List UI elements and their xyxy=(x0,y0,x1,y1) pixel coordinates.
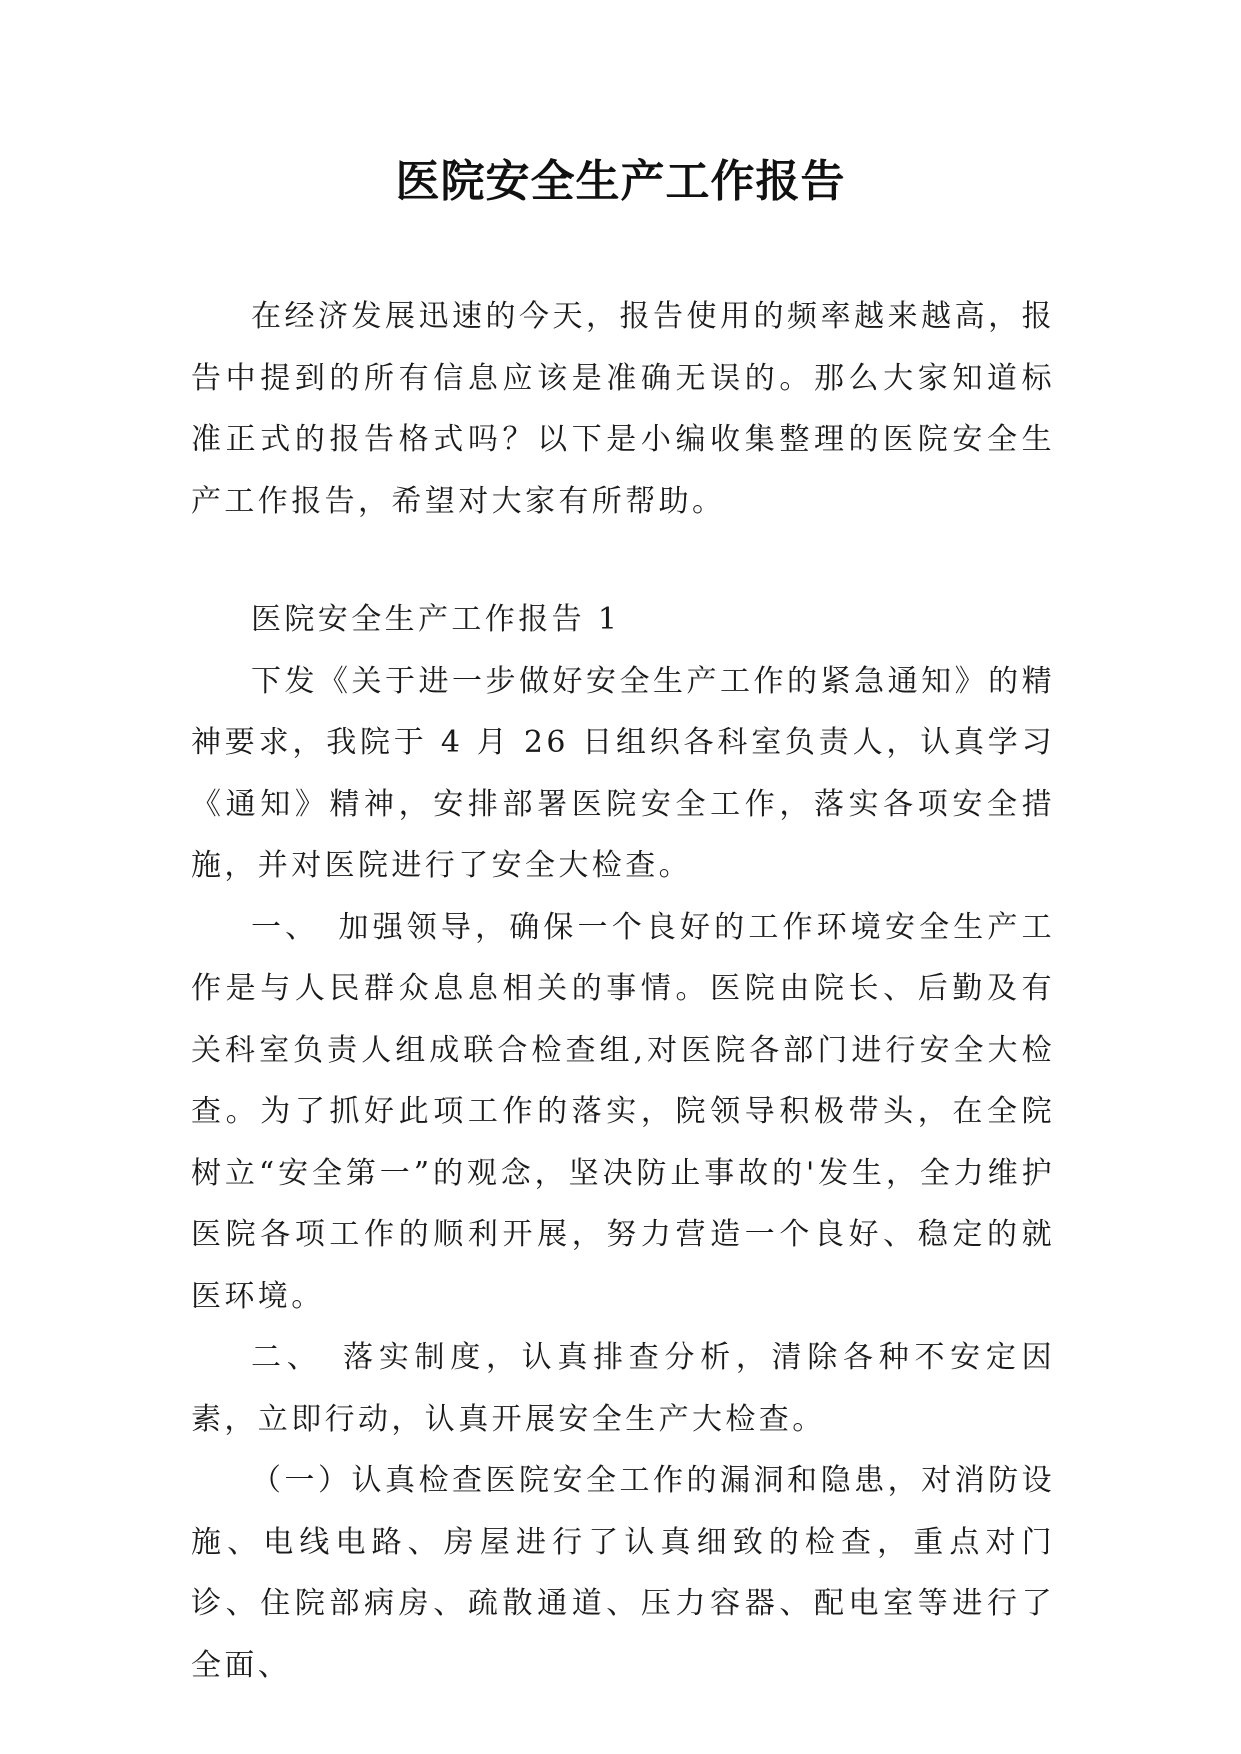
body-paragraph: 下发《关于进一步做好安全生产工作的紧急通知》的精神要求，我院于 4 月 26 日组织各科室负责人，认真学习《通知》精神，安排部署医院安全工作，落实各项安全措施，并对医院进行了安全大检查。 xyxy=(191,663,1055,883)
body-paragraph: 一、 加强领导，确保一个良好的工作环境安全生产工作是与人民群众息息相关的事情。医院由院长、后勤及有关科室负责人组成联合检查组,对医院各部门进行安全大检查。为了抓好此项工作的落实，院领导积极带头，在全院树立“安全第一”的观念，坚决防止事故的'发生，全力维护医院各项工作的顺利开展，努力营造一个良好、稳定的就医环境。 xyxy=(191,909,1055,1314)
document-title: 医院安全生产工作报告 xyxy=(395,156,846,207)
body-paragraph: 二、 落实制度，认真排查分析，清除各种不安定因素，立即行动，认真开展安全生产大检查。 xyxy=(191,1340,1055,1437)
body-paragraph: （一）认真检查医院安全工作的漏洞和隐患，对消防设施、电线电路、房屋进行了认真细致的检查，重点对门诊、住院部病房、疏散通道、压力容器、配电室等进行了全面、 xyxy=(191,1463,1055,1683)
intro-paragraph: 在经济发展迅速的今天，报告使用的频率越来越高，报告中提到的所有信息应该是准确无误的。那么大家知道标准正式的报告格式吗？以下是小编收集整理的医院安全生产工作报告，希望对大家有所帮助。 xyxy=(191,299,1055,519)
section-heading: 医院安全生产工作报告 1 xyxy=(251,602,621,637)
document-body xyxy=(191,286,1055,1696)
